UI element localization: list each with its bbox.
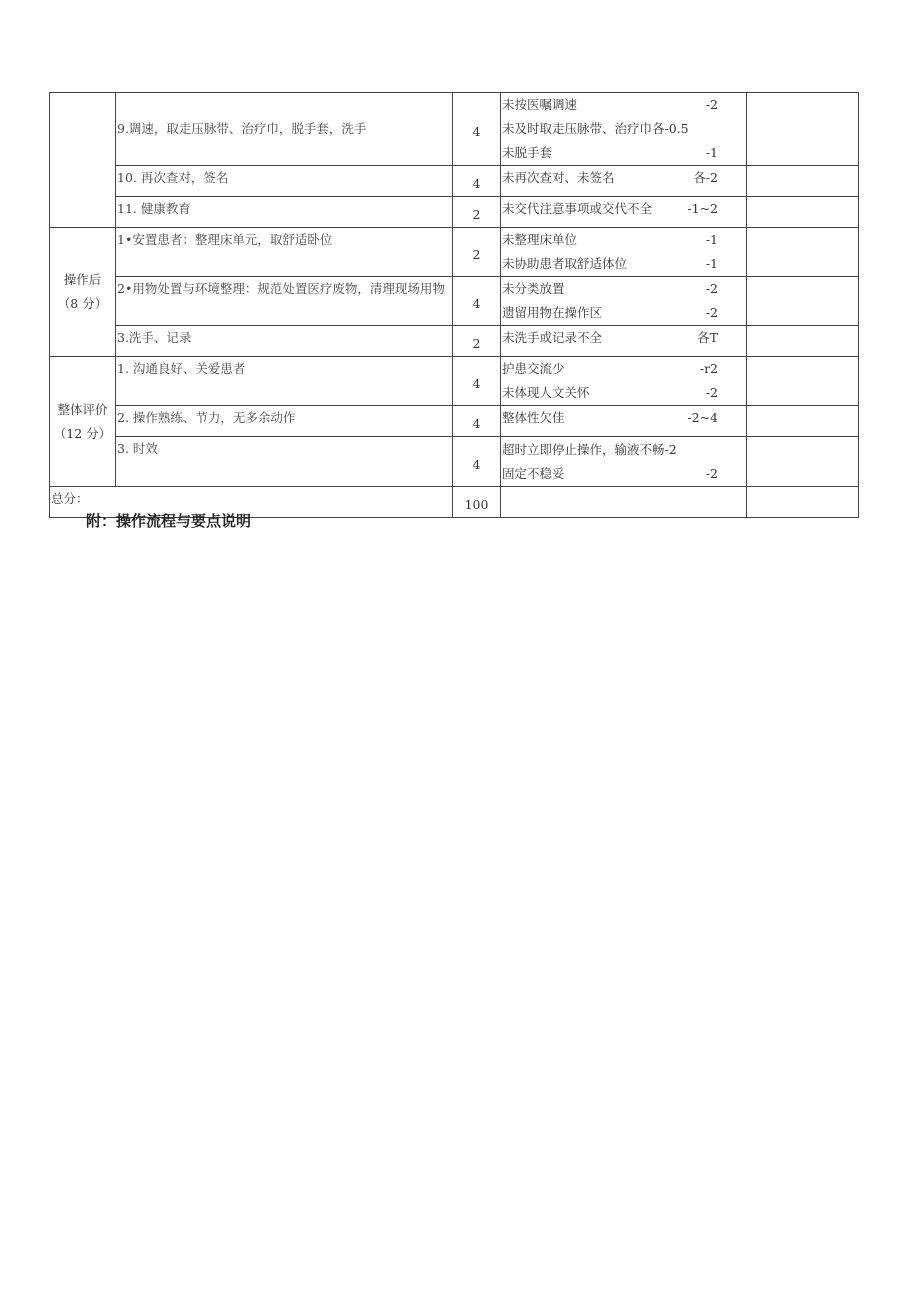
item-cell: 3.洗手、记录 <box>116 326 453 357</box>
deduction-cell <box>501 357 747 406</box>
deduction-line: 未洗手或记录不全 各Τ <box>502 330 718 345</box>
points-cell: 4 <box>453 277 501 326</box>
remarks-cell <box>747 277 859 326</box>
item-cell: 10. 再次查对，签名 <box>116 166 453 197</box>
points-cell: 4 <box>453 437 501 487</box>
category-label: 操作后 <box>63 272 102 287</box>
remarks-cell <box>747 487 859 518</box>
remarks-cell <box>747 406 859 437</box>
remarks-cell <box>747 228 859 277</box>
category-score: （12 分） <box>53 425 112 441</box>
category-cell-overall <box>50 357 116 487</box>
deduction-cell <box>501 437 747 487</box>
points-cell: 4 <box>453 357 501 406</box>
total-label: 总分： <box>50 487 453 518</box>
deduction-line: 超时立即停止操作，输液不畅-2 <box>502 442 677 457</box>
category-score: （8 分） <box>57 296 108 311</box>
table-row <box>50 93 859 166</box>
deduction-cell <box>501 197 747 228</box>
deduction-line: 未再次查对、未签名 各-2 <box>502 170 718 185</box>
deduction-cell <box>501 93 747 166</box>
table-row <box>50 326 859 357</box>
deduction-line: 固定不稳妥 -2 <box>502 466 718 481</box>
points-cell: 2 <box>453 228 501 277</box>
deduction-cell <box>501 326 747 357</box>
deduction-line: 未交代注意事项或交代不全 -1~2 <box>502 201 718 216</box>
deduction-line: 未分类放置 -2 <box>502 281 718 296</box>
remarks-cell <box>747 93 859 166</box>
scoring-table <box>49 92 859 518</box>
table-row <box>50 406 859 437</box>
deduction-cell <box>501 228 747 277</box>
points-cell: 2 <box>453 326 501 357</box>
category-cell-after <box>50 228 116 357</box>
deduction-line: 未协助患者取舒适体位 -1 <box>502 256 718 271</box>
deduction-cell <box>501 166 747 197</box>
remarks-cell <box>747 197 859 228</box>
remarks-cell <box>747 166 859 197</box>
deduction-line: 未按医嘱调速 -2 <box>502 97 718 112</box>
points-cell: 4 <box>453 166 501 197</box>
table-row <box>50 166 859 197</box>
deduction-line: 未脱手套 -1 <box>502 145 718 160</box>
remarks-cell <box>747 357 859 406</box>
table-row <box>50 357 859 406</box>
deduction-cell <box>501 277 747 326</box>
deduction-cell <box>501 406 747 437</box>
table-row <box>50 197 859 228</box>
item-cell: 1. 沟通良好、关爱患者 <box>116 357 453 406</box>
deduction-line: 整体性欠佳 -2~4 <box>502 410 718 425</box>
appendix-heading: 附：操作流程与要点说明 <box>86 512 252 530</box>
deduction-line: 未体现人文关怀 -2 <box>502 385 718 400</box>
table-row <box>50 228 859 277</box>
table-row <box>50 277 859 326</box>
item-cell: 11. 健康教育 <box>116 197 453 228</box>
remarks-cell <box>747 326 859 357</box>
category-cell-empty <box>50 93 116 228</box>
category-label: 整体评价 <box>57 401 108 417</box>
points-cell: 4 <box>453 406 501 437</box>
item-cell: 2. 操作熟练、节力，无多余动作 <box>116 406 453 437</box>
total-points: 100 <box>453 487 501 518</box>
remarks-cell <box>747 437 859 487</box>
item-cell: 3. 时效 <box>116 437 453 487</box>
points-cell: 4 <box>453 93 501 166</box>
deduction-line: 遗留用物在操作区 -2 <box>502 305 718 320</box>
points-cell: 2 <box>453 197 501 228</box>
deduction-line: 未整理床单位 -1 <box>502 232 718 247</box>
item-cell: 2•用物处置与环境整理：规范处置医疗废物，清理现场用物 <box>116 277 453 326</box>
deduction-line: 未及时取走压脉带、治疗巾各-0.5 <box>502 121 689 136</box>
deduction-line: 护患交流少 -r2 <box>502 361 718 376</box>
total-deduction-cell <box>501 487 747 518</box>
table-row <box>50 437 859 487</box>
item-cell: 1•安置患者：整理床单元，取舒适卧位 <box>116 228 453 277</box>
item-cell: 9.调速，取走压脉带、治疗巾，脱手套，洗手 <box>116 93 453 166</box>
